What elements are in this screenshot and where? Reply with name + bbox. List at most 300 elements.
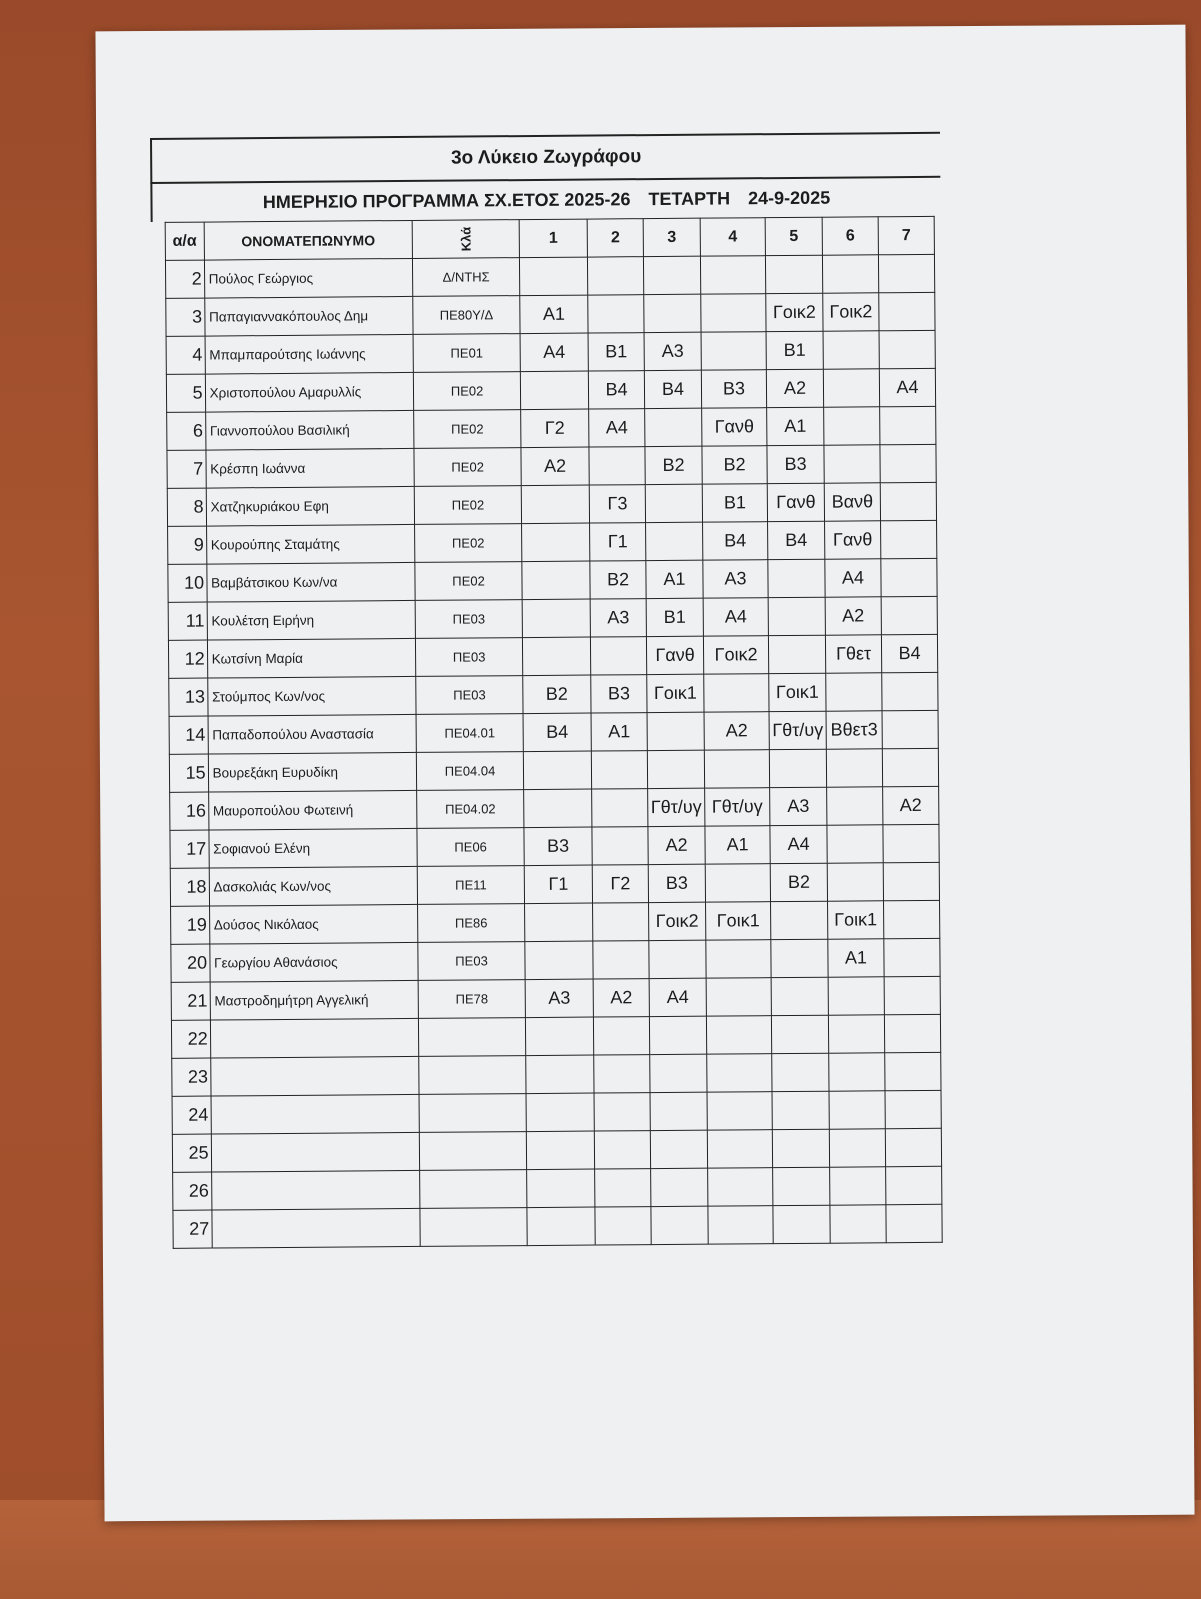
row-number: 15 — [169, 754, 208, 792]
period-cell: Γ1 — [524, 865, 592, 904]
header-row — [165, 216, 934, 260]
subtitle-main: ΗΜΕΡΗΣΙΟ ΠΡΟΓΡΑΜΜΑ ΣΧ.ΕΤΟΣ 2025-26 — [262, 188, 631, 212]
teacher-name: Παπαγιαννακόπουλος Δημ — [204, 296, 413, 336]
period-cell: Β3 — [701, 370, 766, 409]
teacher-name — [211, 1170, 420, 1210]
period-cell — [594, 1055, 650, 1093]
period-cell: Α2 — [593, 979, 649, 1017]
table-row — [166, 368, 935, 412]
row-number: 16 — [170, 792, 209, 830]
teacher-specialty: ΠΕ04.04 — [416, 752, 523, 791]
period-cell — [705, 864, 770, 903]
teacher-name: Χριστοπούλου Αμαρυλλίς — [205, 372, 414, 412]
teacher-name: Δούσος Νικόλαος — [209, 904, 418, 944]
period-cell: Γθτ/υγ — [769, 711, 826, 749]
period-cell — [706, 940, 771, 979]
teacher-name: Κωτσίνη Μαρία — [207, 638, 416, 678]
period-cell — [708, 1206, 773, 1245]
table-row — [172, 1128, 941, 1172]
period-cell: Γοικ1 — [647, 674, 704, 712]
period-cell — [527, 1207, 595, 1246]
header-name: ΟΝΟΜΑΤΕΠΩΝΥΜΟ — [204, 220, 413, 260]
period-cell: Β4 — [523, 713, 591, 752]
period-cell — [769, 635, 826, 673]
teacher-name: Κουρούπης Σταμάτης — [206, 524, 415, 564]
table-row — [169, 672, 938, 716]
period-cell: Γ3 — [589, 485, 645, 523]
teacher-name: Κρέσπη Ιωάννα — [206, 448, 415, 488]
period-cell — [829, 1053, 885, 1091]
row-number: 4 — [166, 336, 205, 374]
table-row — [173, 1204, 942, 1248]
teacher-specialty: Δ/ΝΤΗΣ — [413, 258, 520, 297]
schedule-rows — [165, 254, 942, 1248]
period-cell — [592, 827, 648, 865]
header-period-6: 6 — [822, 217, 878, 255]
subtitle-date: 24-9-2025 — [748, 187, 831, 208]
teacher-specialty: ΠΕ03 — [416, 676, 523, 715]
period-cell — [522, 561, 590, 600]
period-cell: Α3 — [703, 560, 768, 599]
period-cell — [882, 672, 938, 710]
period-cell: Α4 — [703, 598, 768, 637]
period-cell — [883, 900, 939, 938]
period-cell: Γθτ/υγ — [705, 788, 770, 827]
period-cell: Γοικ2 — [649, 902, 706, 940]
period-cell — [884, 938, 940, 976]
period-cell — [588, 257, 644, 295]
period-cell: Γοικ1 — [706, 902, 771, 941]
table-row — [166, 330, 935, 374]
teacher-specialty — [420, 1208, 527, 1247]
period-cell: Β1 — [646, 598, 703, 636]
period-cell — [651, 1168, 708, 1206]
row-number: 12 — [168, 640, 207, 678]
period-cell — [704, 674, 769, 713]
table-row — [171, 900, 940, 944]
period-cell — [768, 597, 825, 635]
period-cell — [883, 824, 939, 862]
header-period-4: 4 — [700, 218, 765, 257]
period-cell: Γανθ — [702, 408, 767, 447]
teacher-name: Βουρεξάκη Ευρυδίκη — [208, 752, 417, 792]
period-cell — [594, 1017, 650, 1055]
teacher-specialty: ΠΕ02 — [414, 486, 521, 525]
row-number: 10 — [168, 564, 207, 602]
period-cell: Α2 — [766, 369, 823, 407]
period-cell: Α4 — [589, 409, 645, 447]
period-cell: Β1 — [588, 333, 644, 371]
period-cell — [589, 447, 645, 485]
table-row — [169, 748, 938, 792]
period-cell — [650, 1054, 707, 1092]
period-cell — [772, 1091, 829, 1129]
table-row — [172, 1052, 941, 1096]
period-cell — [523, 751, 591, 790]
period-cell — [882, 710, 938, 748]
period-cell: Β2 — [770, 863, 827, 901]
period-cell — [885, 1052, 941, 1090]
period-cell — [650, 1130, 707, 1168]
period-cell: Α4 — [825, 559, 881, 597]
period-cell — [880, 444, 936, 482]
table-row — [168, 634, 937, 678]
period-cell — [524, 903, 592, 942]
subtitle-day: ΤΕΤΑΡΤΗ — [648, 187, 731, 209]
period-cell: Β4 — [703, 522, 768, 561]
period-cell — [706, 1016, 771, 1055]
period-cell — [828, 1015, 884, 1053]
row-number: 6 — [167, 412, 206, 450]
table-row — [167, 406, 936, 450]
teacher-name: Στούμπος Κων/νος — [207, 676, 416, 716]
teacher-name: Πούλος Γεώργιος — [204, 258, 413, 298]
teacher-specialty: ΠΕ04.02 — [417, 790, 524, 829]
header-period-2: 2 — [587, 219, 643, 257]
table-row — [170, 786, 939, 830]
period-cell — [827, 787, 883, 825]
period-cell — [645, 408, 702, 446]
teacher-name — [210, 1056, 419, 1096]
period-cell — [707, 1054, 772, 1093]
period-cell: Β1 — [766, 331, 823, 369]
period-cell — [643, 256, 700, 294]
row-number: 25 — [172, 1134, 211, 1172]
period-cell — [522, 637, 590, 676]
period-cell: Β2 — [523, 675, 591, 714]
teacher-name: Μπαμπαρούτσης Ιωάννης — [205, 334, 414, 374]
period-cell — [771, 977, 828, 1015]
period-cell — [766, 255, 823, 293]
period-cell — [520, 371, 588, 410]
teacher-specialty — [420, 1170, 527, 1209]
period-cell — [521, 523, 589, 562]
period-cell — [879, 330, 935, 368]
table-row — [167, 482, 936, 526]
header-spec — [412, 220, 519, 259]
period-cell — [878, 254, 934, 292]
teacher-specialty: ΠΕ03 — [415, 600, 522, 639]
table-row — [173, 1166, 942, 1210]
period-cell: Γανθ — [825, 521, 881, 559]
period-cell: Γ2 — [592, 865, 648, 903]
row-number: 13 — [169, 678, 208, 716]
teacher-name: Μαυροπούλου Φωτεινή — [208, 790, 417, 830]
row-number: 22 — [171, 1020, 210, 1058]
row-number: 21 — [171, 982, 210, 1020]
period-cell — [773, 1167, 830, 1205]
table-row — [168, 520, 937, 564]
period-cell — [700, 256, 765, 295]
table-row — [169, 710, 938, 754]
period-cell: Β2 — [590, 561, 646, 599]
period-cell — [594, 1093, 650, 1131]
schedule-subtitle — [150, 176, 940, 222]
period-cell: Γθτ/υγ — [648, 788, 705, 826]
period-cell — [521, 485, 589, 524]
period-cell — [822, 255, 878, 293]
teacher-specialty: ΠΕ04.01 — [416, 714, 523, 753]
period-cell — [771, 1015, 828, 1053]
period-cell: Γοικ2 — [766, 293, 823, 331]
period-cell — [591, 751, 647, 789]
period-cell — [824, 445, 880, 483]
period-cell: Α2 — [648, 826, 705, 864]
period-cell — [592, 789, 648, 827]
row-number: 11 — [168, 602, 207, 640]
period-cell — [828, 977, 884, 1015]
header-period-3: 3 — [643, 218, 700, 256]
period-cell: Α2 — [825, 597, 881, 635]
teacher-name — [210, 1018, 419, 1058]
teacher-specialty: ΠΕ02 — [414, 410, 521, 449]
row-number: 24 — [172, 1096, 211, 1134]
teacher-name: Σοφιανού Ελένη — [209, 828, 418, 868]
table-row — [172, 1090, 941, 1134]
period-cell — [525, 941, 593, 980]
period-cell — [881, 596, 937, 634]
period-cell — [707, 1092, 772, 1131]
teacher-name — [211, 1094, 420, 1134]
row-number: 20 — [171, 944, 210, 982]
row-number: 3 — [166, 298, 205, 336]
period-cell: Γοικ1 — [769, 673, 826, 711]
teacher-specialty — [419, 1094, 526, 1133]
period-cell: Γοικ2 — [703, 636, 768, 675]
header-spec-label: Κλά — [458, 226, 474, 251]
period-cell: Β2 — [702, 446, 767, 485]
teacher-name: Μαστροδημήτρη Αγγελική — [210, 980, 419, 1020]
teacher-name: Παπαδοπούλου Αναστασία — [208, 714, 417, 754]
period-cell: Α1 — [520, 295, 588, 334]
header-period-1: 1 — [519, 219, 587, 258]
school-title — [150, 132, 940, 182]
period-cell — [591, 637, 647, 675]
period-cell — [707, 1130, 772, 1169]
period-cell: Α2 — [704, 712, 769, 751]
period-cell: Α4 — [520, 333, 588, 372]
period-cell: Β3 — [648, 864, 705, 902]
teacher-specialty: ΠΕ11 — [417, 866, 524, 905]
period-cell — [773, 1205, 830, 1243]
teacher-name — [211, 1132, 420, 1172]
schedule-table — [165, 216, 943, 1249]
table-row — [168, 596, 937, 640]
period-cell — [826, 673, 882, 711]
period-cell — [522, 599, 590, 638]
period-cell — [647, 712, 704, 750]
teacher-specialty: ΠΕ80Υ/Δ — [413, 296, 520, 335]
period-cell — [829, 1091, 885, 1129]
period-cell — [524, 789, 592, 828]
table-row — [170, 862, 939, 906]
period-cell: Βανθ — [824, 483, 880, 521]
row-number: 26 — [173, 1172, 212, 1210]
row-number: 18 — [170, 868, 209, 906]
period-cell: Γθετ — [825, 635, 881, 673]
period-cell — [645, 484, 702, 522]
period-cell — [526, 1093, 594, 1132]
period-cell — [594, 1131, 650, 1169]
period-cell: Α2 — [883, 786, 939, 824]
period-cell — [824, 407, 880, 445]
period-cell — [886, 1166, 942, 1204]
header-period-5: 5 — [765, 217, 822, 255]
period-cell — [768, 559, 825, 597]
period-cell — [650, 1092, 707, 1130]
teacher-specialty — [419, 1018, 526, 1057]
teacher-specialty: ΠΕ02 — [414, 372, 521, 411]
table-row — [171, 976, 940, 1020]
period-cell — [823, 369, 879, 407]
period-cell: Α1 — [767, 407, 824, 445]
period-cell — [882, 748, 938, 786]
period-cell: Γοικ1 — [828, 901, 884, 939]
period-cell: Β4 — [768, 521, 825, 559]
period-cell: Β3 — [524, 827, 592, 866]
period-cell — [704, 750, 769, 789]
period-cell: Α2 — [521, 447, 589, 486]
period-cell: Α1 — [646, 560, 703, 598]
row-number: 8 — [167, 488, 206, 526]
period-cell — [879, 292, 935, 330]
teacher-specialty: ΠΕ78 — [418, 980, 525, 1019]
teacher-name: Γιαννοπούλου Βασιλική — [205, 410, 414, 450]
teacher-specialty: ΠΕ06 — [417, 828, 524, 867]
period-cell: Γανθ — [646, 636, 703, 674]
period-cell: Α1 — [705, 826, 770, 865]
row-number: 19 — [171, 906, 210, 944]
row-number: 27 — [173, 1210, 212, 1248]
period-cell — [829, 1129, 885, 1167]
period-cell: Α4 — [770, 825, 827, 863]
row-number: 7 — [167, 450, 206, 488]
period-cell — [701, 332, 766, 371]
period-cell: Γ1 — [590, 523, 646, 561]
teacher-specialty: ΠΕ02 — [415, 524, 522, 563]
row-number: 2 — [165, 260, 204, 298]
table-row — [165, 254, 934, 298]
period-cell: Α4 — [649, 978, 706, 1016]
period-cell — [880, 482, 936, 520]
period-cell — [647, 750, 704, 788]
period-cell — [519, 257, 587, 296]
period-cell: Β4 — [881, 634, 937, 672]
table-row — [168, 558, 937, 602]
period-cell — [827, 825, 883, 863]
period-cell: Α1 — [828, 939, 884, 977]
period-cell — [880, 520, 936, 558]
header-aa: α/α — [165, 222, 204, 260]
period-cell — [823, 331, 879, 369]
period-cell: Γ2 — [521, 409, 589, 448]
period-cell: Β3 — [767, 445, 824, 483]
period-cell — [593, 903, 649, 941]
period-cell — [827, 863, 883, 901]
period-cell — [706, 978, 771, 1017]
teacher-specialty: ΠΕ02 — [415, 562, 522, 601]
period-cell — [885, 1128, 941, 1166]
period-cell — [880, 406, 936, 444]
period-cell — [701, 294, 766, 333]
period-cell — [595, 1207, 651, 1245]
teacher-name: Γεωργίου Αθανάσιος — [209, 942, 418, 982]
table-row — [167, 444, 936, 488]
period-cell — [588, 295, 644, 333]
row-number: 17 — [170, 830, 209, 868]
teacher-specialty — [419, 1056, 526, 1095]
period-cell — [644, 294, 701, 332]
period-cell: Α1 — [591, 713, 647, 751]
table-row — [171, 1014, 940, 1058]
teacher-specialty: ΠΕ86 — [418, 904, 525, 943]
period-cell — [527, 1169, 595, 1208]
period-cell — [649, 1016, 706, 1054]
period-cell — [772, 1053, 829, 1091]
period-cell — [886, 1204, 942, 1242]
row-number: 14 — [169, 716, 208, 754]
period-cell — [885, 1090, 941, 1128]
period-cell — [651, 1206, 708, 1244]
teacher-specialty — [419, 1132, 526, 1171]
period-cell — [830, 1167, 886, 1205]
period-cell — [708, 1168, 773, 1207]
period-cell: Α3 — [644, 332, 701, 370]
period-cell — [595, 1169, 651, 1207]
row-number: 9 — [168, 526, 207, 564]
teacher-name: Βαμβάτσικου Κων/να — [206, 562, 415, 602]
school-name: 3ο Λύκειο Ζωγράφου — [450, 146, 642, 169]
period-cell — [884, 976, 940, 1014]
period-cell — [593, 941, 649, 979]
period-cell: Α3 — [525, 979, 593, 1018]
period-cell — [771, 939, 828, 977]
row-number: 5 — [166, 374, 205, 412]
period-cell — [526, 1055, 594, 1094]
teacher-specialty: ΠΕ03 — [418, 942, 525, 981]
period-cell — [881, 558, 937, 596]
period-cell: Β3 — [591, 675, 647, 713]
teacher-specialty: ΠΕ03 — [416, 638, 523, 677]
table-row — [166, 292, 935, 336]
period-cell — [883, 862, 939, 900]
teacher-name: Δασκολιάς Κων/νος — [209, 866, 418, 906]
table-row — [171, 938, 940, 982]
period-cell: Α3 — [770, 787, 827, 825]
period-cell — [830, 1205, 886, 1243]
teacher-name: Κουλέτση Ειρήνη — [207, 600, 416, 640]
period-cell: Α4 — [879, 368, 935, 406]
period-cell — [772, 1129, 829, 1167]
period-cell — [525, 1017, 593, 1056]
row-number: 23 — [172, 1058, 211, 1096]
period-cell — [649, 940, 706, 978]
period-cell: Γανθ — [767, 483, 824, 521]
period-cell — [771, 901, 828, 939]
period-cell: Β4 — [588, 371, 644, 409]
period-cell — [826, 749, 882, 787]
period-cell — [884, 1014, 940, 1052]
period-cell — [646, 522, 703, 560]
period-cell: Γοικ2 — [823, 293, 879, 331]
period-cell: Β1 — [702, 484, 767, 523]
teacher-specialty: ΠΕ01 — [413, 334, 520, 373]
period-cell — [526, 1131, 594, 1170]
table-row — [170, 824, 939, 868]
schedule-sheet — [150, 132, 949, 1249]
teacher-name: Χατζηκυριάκου Εφη — [206, 486, 415, 526]
teacher-name — [212, 1208, 421, 1248]
